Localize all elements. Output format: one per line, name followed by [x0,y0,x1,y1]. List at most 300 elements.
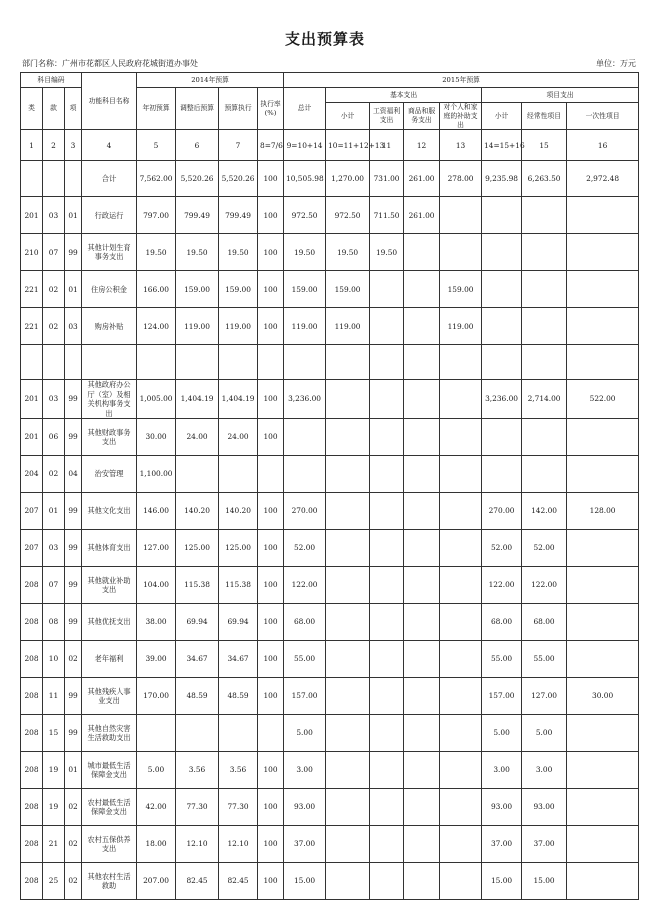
header-function-name: 功能科目名称 [82,73,137,130]
function-name-cell: 住房公积金 [82,271,137,308]
project-subtotal-cell [482,197,522,234]
initial-budget-cell: 170.00 [137,677,176,714]
kuan-cell: 21 [43,825,65,862]
column-number-cell: 10=11+12+13 [326,130,370,161]
kuan-cell: 07 [43,234,65,271]
total-cell: 93.00 [284,788,326,825]
operating-project-cell: 55.00 [522,640,567,677]
project-subtotal-cell [482,455,522,492]
adjusted-budget-cell: 140.20 [176,492,219,529]
adjusted-budget-cell: 799.49 [176,197,219,234]
total-lei [21,161,43,197]
household-subsidy-cell [440,640,482,677]
goods-services-cell [404,529,440,566]
onetime-project-cell [567,418,639,455]
goods-services-cell [404,492,440,529]
column-number-cell: 8=7/6 [258,130,284,161]
operating-project-cell: 5.00 [522,714,567,751]
xiang-cell: 02 [65,640,82,677]
header-initial-budget: 年初预算 [137,88,176,130]
table-row [21,825,639,862]
initial-budget-cell: 124.00 [137,308,176,345]
kuan-cell: 02 [43,271,65,308]
header-xiang: 项 [65,88,82,130]
initial-budget-cell [137,714,176,751]
executed-budget-cell: 119.00 [219,308,258,345]
basic-subtotal-cell [326,677,370,714]
wages-cell: 19.50 [370,234,404,271]
project-subtotal-cell [482,308,522,345]
function-name-cell: 农村最低生活保障金支出 [82,788,137,825]
adjusted-budget-cell: 119.00 [176,308,219,345]
lei-cell: 208 [21,714,43,751]
basic-subtotal-cell [326,455,370,492]
total-cell: 3.00 [284,751,326,788]
onetime-project-cell [567,825,639,862]
goods-services-cell [404,751,440,788]
wages-cell [370,271,404,308]
wages-cell [370,862,404,899]
header-wages: 工资福利支出 [370,103,404,130]
adjusted-budget-cell: 48.59 [176,677,219,714]
basic-subtotal-cell [326,751,370,788]
project-subtotal-cell: 68.00 [482,603,522,640]
header-kuan: 款 [43,88,65,130]
household-subsidy-cell [440,677,482,714]
wages-cell [370,455,404,492]
project-subtotal-cell: 270.00 [482,492,522,529]
adjusted-budget-cell [176,455,219,492]
executed-budget-cell: 125.00 [219,529,258,566]
lei-cell: 208 [21,640,43,677]
household-subsidy-cell [440,492,482,529]
wages-cell [370,640,404,677]
project-subtotal-cell: 37.00 [482,825,522,862]
execution-rate-cell: 100 [258,862,284,899]
total-cell: 5.00 [284,714,326,751]
onetime-project-cell: 128.00 [567,492,639,529]
table-row [21,418,639,455]
execution-rate-cell: 100 [258,271,284,308]
initial-budget-cell: 39.00 [137,640,176,677]
onetime-project-cell: 522.00 [567,380,639,418]
total-cell: 122.00 [284,566,326,603]
xiang-cell: 99 [65,677,82,714]
total-xiang [65,161,82,197]
function-name-cell: 其他财政事务支出 [82,418,137,455]
column-number-cell: 15 [522,130,567,161]
initial-budget-cell: 127.00 [137,529,176,566]
project-subtotal-cell: 122.00 [482,566,522,603]
onetime-project-cell: 30.00 [567,677,639,714]
adjusted-budget-cell: 125.00 [176,529,219,566]
column-number-cell: 4 [82,130,137,161]
project-subtotal-cell [482,418,522,455]
project-subtotal-cell: 93.00 [482,788,522,825]
operating-project-cell: 68.00 [522,603,567,640]
table-row [21,677,639,714]
lei-cell: 208 [21,862,43,899]
header-adjusted-budget: 调整后预算 [176,88,219,130]
kuan-cell: 19 [43,788,65,825]
table-row [21,788,639,825]
project-subtotal-cell [482,234,522,271]
household-subsidy-cell [440,380,482,418]
table-row [21,862,639,899]
operating-project-cell [522,197,567,234]
kuan-cell [43,345,65,380]
executed-budget-cell: 19.50 [219,234,258,271]
function-name-cell: 其他计划生育事务支出 [82,234,137,271]
xiang-cell: 99 [65,418,82,455]
column-number-cell: 2 [43,130,65,161]
operating-project-cell: 122.00 [522,566,567,603]
function-name-cell: 其他政府办公厅（室）及相关机构事务支出 [82,380,137,418]
basic-subtotal-cell [326,380,370,418]
total-cell: 159.00 [284,271,326,308]
adjusted-budget-cell [176,345,219,380]
wages-cell [370,751,404,788]
initial-budget-cell: 1,100.00 [137,455,176,492]
function-name-cell: 其他文化支出 [82,492,137,529]
executed-budget-cell [219,714,258,751]
execution-rate-cell: 100 [258,751,284,788]
lei-cell: 208 [21,677,43,714]
total-label: 合计 [82,161,137,197]
xiang-cell: 99 [65,603,82,640]
column-number-cell: 11 [370,130,404,161]
xiang-cell: 02 [65,788,82,825]
onetime-project-cell [567,640,639,677]
household-subsidy-cell [440,603,482,640]
header-budget-2015: 2015年预算 [284,73,639,88]
goods-services-cell [404,825,440,862]
column-number-cell: 9=10+14 [284,130,326,161]
project-subtotal-cell: 157.00 [482,677,522,714]
executed-budget-cell: 48.59 [219,677,258,714]
total-cell: 270.00 [284,492,326,529]
xiang-cell: 99 [65,529,82,566]
household-subsidy-cell [440,751,482,788]
total-goods: 261.00 [404,161,440,197]
kuan-cell: 10 [43,640,65,677]
executed-budget-cell: 140.20 [219,492,258,529]
basic-subtotal-cell [326,862,370,899]
household-subsidy-cell [440,825,482,862]
total-executed: 5,520.26 [219,161,258,197]
kuan-cell: 07 [43,566,65,603]
execution-rate-cell: 100 [258,825,284,862]
kuan-cell: 08 [43,603,65,640]
function-name-cell: 其他优抚支出 [82,603,137,640]
onetime-project-cell [567,566,639,603]
header-lei: 类 [21,88,43,130]
execution-rate-cell: 100 [258,640,284,677]
function-name-cell: 农村五保供养支出 [82,825,137,862]
wages-cell [370,825,404,862]
table-row [21,345,639,380]
initial-budget-cell: 797.00 [137,197,176,234]
table-row [21,492,639,529]
unit-label: 单位：万元 [596,59,636,68]
project-subtotal-cell [482,271,522,308]
kuan-cell: 25 [43,862,65,899]
lei-cell: 221 [21,271,43,308]
total-cell [284,345,326,380]
execution-rate-cell: 100 [258,234,284,271]
initial-budget-cell: 104.00 [137,566,176,603]
operating-project-cell [522,455,567,492]
execution-rate-cell: 100 [258,566,284,603]
header-onetime-project: 一次性项目 [567,103,639,130]
operating-project-cell: 37.00 [522,825,567,862]
execution-rate-cell: 100 [258,197,284,234]
xiang-cell: 01 [65,271,82,308]
table-row [21,455,639,492]
initial-budget-cell: 38.00 [137,603,176,640]
initial-budget-cell: 207.00 [137,862,176,899]
wages-cell [370,566,404,603]
total-cell: 19.50 [284,234,326,271]
wages-cell [370,714,404,751]
wages-cell [370,492,404,529]
goods-services-cell [404,714,440,751]
kuan-cell: 02 [43,308,65,345]
execution-rate-cell: 100 [258,308,284,345]
household-subsidy-cell [440,566,482,603]
onetime-project-cell [567,751,639,788]
executed-budget-cell: 3.56 [219,751,258,788]
function-name-cell: 行政运行 [82,197,137,234]
basic-subtotal-cell [326,714,370,751]
execution-rate-cell [258,714,284,751]
household-subsidy-cell [440,788,482,825]
operating-project-cell: 93.00 [522,788,567,825]
onetime-project-cell [567,714,639,751]
total-initial: 7,562.00 [137,161,176,197]
header-execution-rate: 执行率(%) [258,88,284,130]
kuan-cell: 03 [43,380,65,418]
basic-subtotal-cell [326,492,370,529]
household-subsidy-cell [440,234,482,271]
total-kuan [43,161,65,197]
wages-cell [370,677,404,714]
lei-cell: 208 [21,788,43,825]
adjusted-budget-cell: 34.67 [176,640,219,677]
table-row [21,308,639,345]
operating-project-cell [522,418,567,455]
goods-services-cell [404,345,440,380]
executed-budget-cell: 82.45 [219,862,258,899]
goods-services-cell [404,418,440,455]
total-wages: 731.00 [370,161,404,197]
execution-rate-cell: 100 [258,603,284,640]
adjusted-budget-cell: 82.45 [176,862,219,899]
table-row [21,529,639,566]
operating-project-cell [522,345,567,380]
basic-subtotal-cell [326,640,370,677]
total-cell: 972.50 [284,197,326,234]
basic-subtotal-cell [326,418,370,455]
operating-project-cell: 52.00 [522,529,567,566]
xiang-cell: 03 [65,308,82,345]
operating-project-cell: 2,714.00 [522,380,567,418]
executed-budget-cell: 1,404.19 [219,380,258,418]
function-name-cell: 老年福利 [82,640,137,677]
onetime-project-cell [567,234,639,271]
lei-cell: 201 [21,380,43,418]
adjusted-budget-cell: 69.94 [176,603,219,640]
goods-services-cell [404,677,440,714]
total-total: 10,505.98 [284,161,326,197]
xiang-cell: 01 [65,197,82,234]
adjusted-budget-cell: 159.00 [176,271,219,308]
lei-cell: 201 [21,197,43,234]
operating-project-cell: 15.00 [522,862,567,899]
goods-services-cell [404,640,440,677]
basic-subtotal-cell [326,345,370,380]
header-household-subsidy: 对个人和家庭的补助支出 [440,103,482,130]
table-row [21,271,639,308]
lei-cell: 210 [21,234,43,271]
executed-budget-cell: 12.10 [219,825,258,862]
total-cell: 15.00 [284,862,326,899]
project-subtotal-cell: 55.00 [482,640,522,677]
basic-subtotal-cell [326,566,370,603]
total-operating: 6,263.50 [522,161,567,197]
basic-subtotal-cell: 159.00 [326,271,370,308]
adjusted-budget-cell: 3.56 [176,751,219,788]
total-cell [284,455,326,492]
operating-project-cell [522,234,567,271]
column-number-cell: 16 [567,130,639,161]
onetime-project-cell [567,455,639,492]
header-operating-project: 经常性项目 [522,103,567,130]
total-subsidy: 278.00 [440,161,482,197]
execution-rate-cell [258,345,284,380]
adjusted-budget-cell [176,714,219,751]
initial-budget-cell: 146.00 [137,492,176,529]
table-row [21,640,639,677]
xiang-cell: 01 [65,751,82,788]
xiang-cell: 99 [65,380,82,418]
initial-budget-cell: 19.50 [137,234,176,271]
lei-cell: 208 [21,603,43,640]
lei-cell [21,345,43,380]
initial-budget-cell: 1,005.00 [137,380,176,418]
column-number-cell: 14=15+16 [482,130,522,161]
department-name: 部门名称：广州市花都区人民政府花城街道办事处 [22,59,198,68]
initial-budget-cell: 30.00 [137,418,176,455]
adjusted-budget-cell: 115.38 [176,566,219,603]
basic-subtotal-cell [326,529,370,566]
basic-subtotal-cell [326,825,370,862]
xiang-cell: 99 [65,714,82,751]
column-number-cell: 13 [440,130,482,161]
basic-subtotal-cell [326,603,370,640]
xiang-cell: 02 [65,862,82,899]
budget-table [20,72,639,900]
column-number-cell: 5 [137,130,176,161]
kuan-cell: 11 [43,677,65,714]
table-row [21,751,639,788]
column-number-row [21,130,639,161]
kuan-cell: 03 [43,529,65,566]
function-name-cell: 购房补贴 [82,308,137,345]
wages-cell [370,603,404,640]
header-goods-services: 商品和服务支出 [404,103,440,130]
adjusted-budget-cell: 19.50 [176,234,219,271]
page-title: 支出预算表 [284,30,365,48]
table-row [21,714,639,751]
adjusted-budget-cell: 1,404.19 [176,380,219,418]
execution-rate-cell: 100 [258,418,284,455]
xiang-cell: 04 [65,455,82,492]
total-cell: 55.00 [284,640,326,677]
total-cell: 68.00 [284,603,326,640]
kuan-cell: 03 [43,197,65,234]
wages-cell [370,418,404,455]
column-number-cell: 7 [219,130,258,161]
total-basic-subtotal: 1,270.00 [326,161,370,197]
total-adjusted: 5,520.26 [176,161,219,197]
lei-cell: 201 [21,418,43,455]
project-subtotal-cell: 3.00 [482,751,522,788]
lei-cell: 207 [21,529,43,566]
execution-rate-cell: 100 [258,492,284,529]
function-name-cell: 其他农村生活救助 [82,862,137,899]
header-total: 总计 [284,88,326,130]
executed-budget-cell [219,455,258,492]
function-name-cell: 治安管理 [82,455,137,492]
executed-budget-cell [219,345,258,380]
onetime-project-cell [567,345,639,380]
operating-project-cell: 142.00 [522,492,567,529]
household-subsidy-cell [440,529,482,566]
wages-cell [370,788,404,825]
header-executed-budget: 预算执行 [219,88,258,130]
column-number-cell: 12 [404,130,440,161]
goods-services-cell [404,308,440,345]
total-cell [284,418,326,455]
project-subtotal-cell [482,345,522,380]
project-subtotal-cell: 52.00 [482,529,522,566]
household-subsidy-cell [440,197,482,234]
column-number-cell: 3 [65,130,82,161]
operating-project-cell: 127.00 [522,677,567,714]
table-row [21,380,639,418]
household-subsidy-cell: 119.00 [440,308,482,345]
execution-rate-cell: 100 [258,788,284,825]
household-subsidy-cell [440,714,482,751]
execution-rate-cell: 100 [258,677,284,714]
goods-services-cell [404,234,440,271]
table-row [21,603,639,640]
initial-budget-cell: 18.00 [137,825,176,862]
total-cell: 3,236.00 [284,380,326,418]
adjusted-budget-cell: 77.30 [176,788,219,825]
operating-project-cell: 3.00 [522,751,567,788]
xiang-cell: 99 [65,234,82,271]
executed-budget-cell: 159.00 [219,271,258,308]
execution-rate-cell [258,455,284,492]
xiang-cell: 02 [65,825,82,862]
xiang-cell [65,345,82,380]
lei-cell: 207 [21,492,43,529]
xiang-cell: 99 [65,566,82,603]
operating-project-cell [522,271,567,308]
wages-cell [370,380,404,418]
